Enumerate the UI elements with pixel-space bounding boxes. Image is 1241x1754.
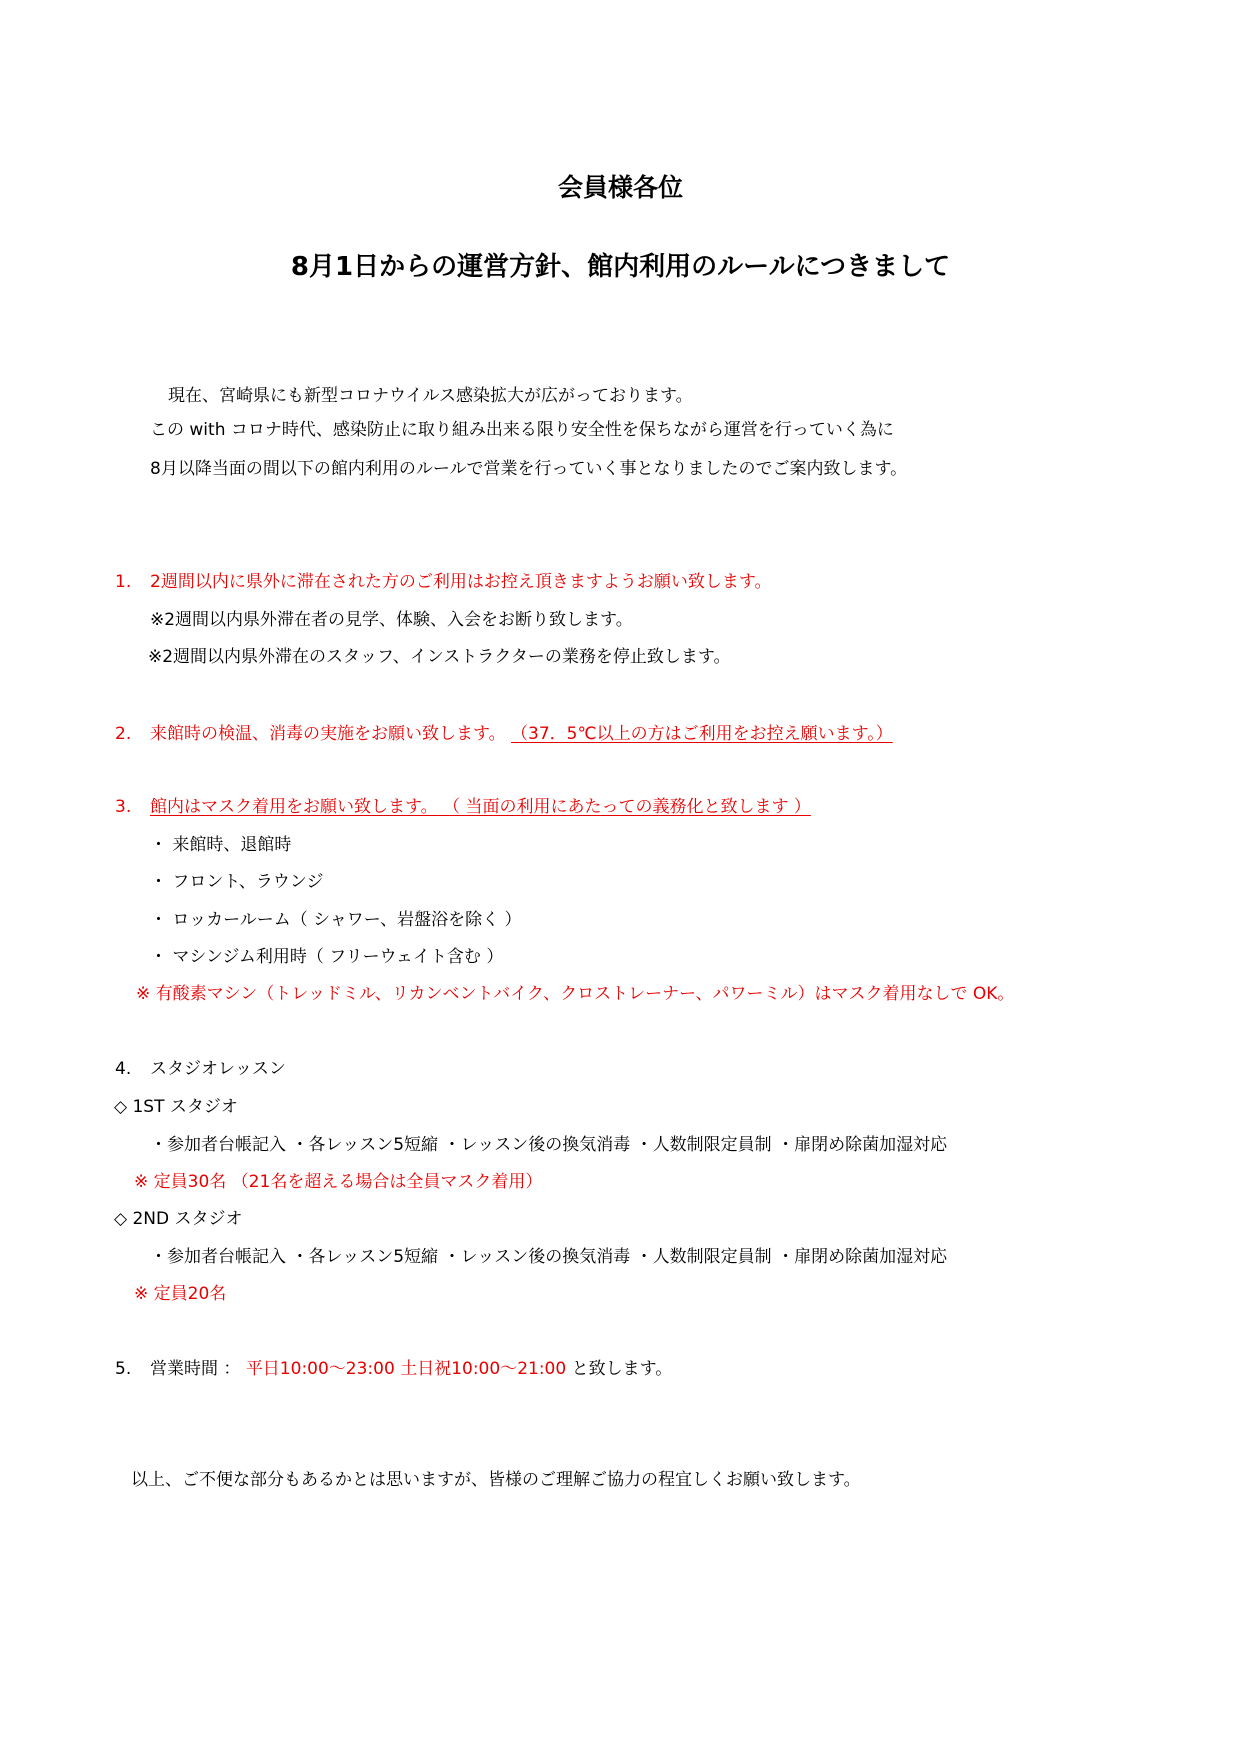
- item-3-exception: ※ 有酸素マシン（トレッドミル、リカンベントバイク、クロストレーナー、パワーミル）はマスク着用なしで OK。: [136, 984, 1015, 1004]
- item-3-bullet-4: ・ マシンジム利用時（ フリーウェイト含む ）: [150, 947, 504, 967]
- item-1-number: 1.: [115, 572, 132, 592]
- item-5-hours: 平日10:00～23:00 土日祝10:00～21:00: [245, 1359, 567, 1379]
- studio-2-measures: ・参加者台帳記入 ・各レッスン5短縮 ・レッスン後の換気消毒 ・人数制限定員制 ・扉閉め除菌加湿対応: [150, 1247, 948, 1267]
- studio-2-capacity: ※ 定員20名: [134, 1284, 227, 1304]
- document-subtitle: 8月1日からの運営方針、館内利用のルールにつきまして: [290, 252, 951, 282]
- intro-line-3: 8月以降当面の間以下の館内利用のルールで営業を行っていく事となりましたのでご案内致します。: [150, 459, 908, 479]
- item-4-text: スタジオレッスン: [150, 1059, 286, 1079]
- item-5-suffix: と致します。: [571, 1359, 673, 1379]
- item-4-number: 4.: [115, 1059, 132, 1079]
- studio-1-measures: ・参加者台帳記入 ・各レッスン5短縮 ・レッスン後の換気消毒 ・人数制限定員制 ・扉閉め除菌加湿対応: [150, 1135, 948, 1155]
- item-3-note: （ 当面の利用にあたっての義務化と致します ）: [443, 797, 811, 817]
- item-3-number: 3.: [115, 797, 132, 817]
- item-3-text: 館内はマスク着用をお願い致します。: [150, 797, 438, 817]
- item-3-bullet-3: ・ ロッカールーム（ シャワー、岩盤浴を除く ）: [150, 910, 522, 930]
- studio-2-label: ◇ 2ND スタジオ: [114, 1209, 243, 1229]
- closing-text: 以上、ご不便な部分もあるかとは思いますが、皆様のご理解ご協力の程宜しくお願い致します。: [131, 1470, 861, 1490]
- item-2-text: 来館時の検温、消毒の実施をお願い致します。: [150, 724, 506, 744]
- item-1-note-2: ※2週間以内県外滞在のスタッフ、インストラクターの業務を停止致します。: [148, 647, 731, 667]
- item-3-bullet-2: ・ フロント、ラウンジ: [150, 872, 324, 892]
- item-3-bullet-1: ・ 来館時、退館時: [150, 835, 292, 855]
- item-5-number: 5.: [115, 1359, 132, 1379]
- item-3-text-line: [150, 796, 811, 818]
- item-1-text: 2週間以内に県外に滞在された方のご利用はお控え頂きますようお願い致します。: [150, 572, 772, 592]
- item-5-label: 営業時間 ：: [150, 1359, 241, 1379]
- item-1-note-1: ※2週間以内県外滞在者の見学、体験、入会をお断り致します。: [150, 610, 633, 630]
- item-5-line: [150, 1358, 672, 1380]
- intro-line-2: この with コロナ時代、感染防止に取り組み出来る限り安全性を保ちながら運営を行っていく為に: [150, 420, 894, 440]
- intro-line-1: 現在、宮崎県にも新型コロナウイルス感染拡大が広がっております。: [168, 386, 693, 406]
- studio-1-capacity: ※ 定員30名 （21名を超える場合は全員マスク着用）: [134, 1172, 543, 1192]
- studio-1-label: ◇ 1ST スタジオ: [114, 1097, 238, 1117]
- item-2-number: 2.: [115, 724, 132, 744]
- document-title: 会員様各位: [557, 173, 683, 202]
- item-2-text-line: [150, 723, 893, 745]
- item-2-note: （37．5℃以上の方はご利用をお控え願います。）: [511, 724, 893, 744]
